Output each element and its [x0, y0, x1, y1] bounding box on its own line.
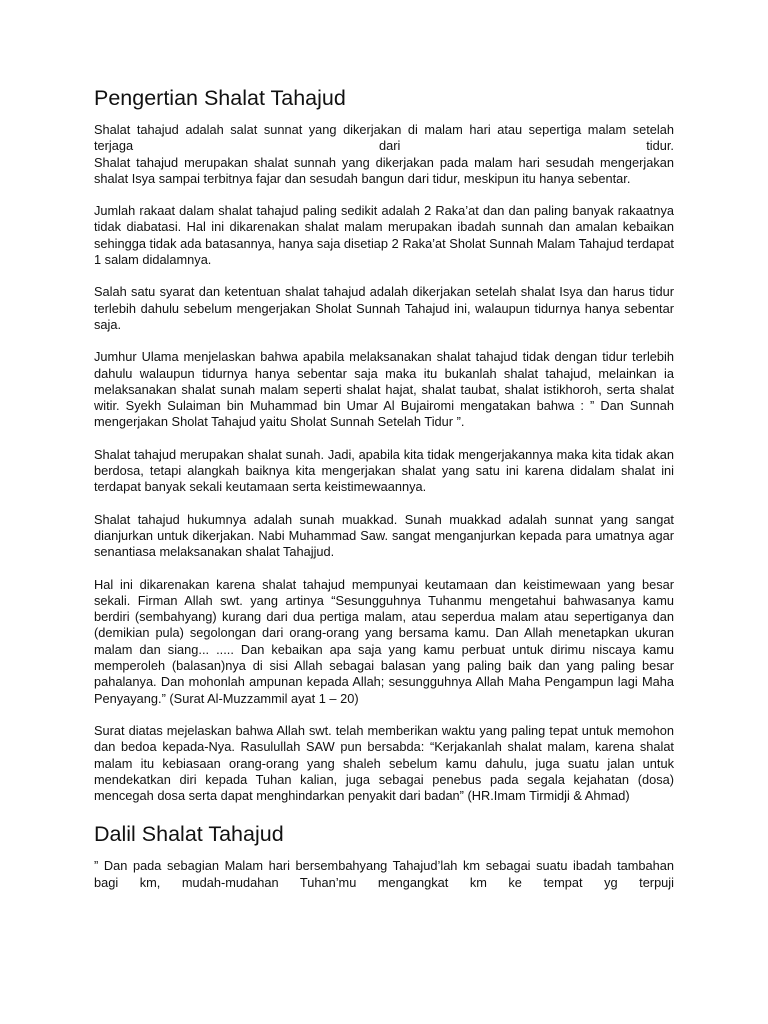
- definition-line-1: Shalat tahajud adalah salat sunnat yang dikerjakan di malam hari atau sepertiga malam setelah terjaga dari tidur.: [94, 122, 674, 154]
- section-heading-dalil: Dalil Shalat Tahajud: [94, 822, 284, 847]
- section-heading-pengertian: Pengertian Shalat Tahajud: [94, 86, 346, 110]
- paragraph-jumhur-ulama: Jumhur Ulama menjelaskan bahwa apabila melaksanakan shalat tahajud tidak dengan tidur terlebih dahulu walaupun tidurnya hanya sebentar saja maka itu bukanlah shalat tahajud, melainkan ia melaksanakan shalat sunah malam seperti shalat hajat, shalat taubat, shalat istikhoroh, serta shalat witir. Syekh Sulaiman bin Muhammad bin Umar Al Bujairomi mengatakan bahwa : ” Dan Sunnah mengerjakan Sholat Tahajud yaitu Sholat Sunnah Setelah Tidur ”.: [94, 349, 674, 430]
- definition-line-2: Shalat tahajud merupakan shalat sunnah yang dikerjakan pada malam hari sesudah mengerjakan shalat Isya sampai terbitnya fajar dan sesudah bangun dari tidur, meskipun itu hanya sebentar.: [94, 154, 674, 186]
- paragraph-hadits: Surat diatas mejelaskan bahwa Allah swt. telah memberikan waktu yang paling tepat untuk memohon dan bedoa kepada-Nya. Rasulullah SAW pun bersabda: “Kerjakanlah shalat malam, karena shalat malam itu kebiasaan orang-orang yang shaleh sebelum kamu dahulu, juga suatu jalan untuk mendekatkan diri kepada Tuhan kalian, juga sebagai penebus pada segala kejahatan (dosa) mencegah dosa serta dapat menghindarkan penyakit dari badan” (HR.Imam Tirmidji & Ahmad): [94, 722, 674, 804]
- paragraph-sunah-muakkad: Shalat tahajud hukumnya adalah sunah muakkad. Sunah muakkad adalah sunnat yang sangat dianjurkan untuk dikerjakan. Nabi Muhammad Saw. sangat menganjurkan kepada para umatnya agar senantiasa melaksanakan shalat Tahajjud.: [94, 511, 674, 560]
- paragraph-hukum-sunah: Shalat tahajud merupakan shalat sunah. Jadi, apabila kita tidak mengerjakannya maka kita tidak akan berdosa, tetapi alangkah baiknya kita mengerjakan shalat yang satu ini karena didalam shalat ini terdapat banyak sekali keutamaan serta keistimewaannya.: [94, 446, 674, 495]
- paragraph-syarat: Salah satu syarat dan ketentuan shalat tahajud adalah dikerjakan setelah shalat Isya dan harus tidur terlebih dahulu sebelum mengerjakan Sholat Sunnah Tahajud ini, walaupun tidurnya hanya sebentar saja.: [94, 284, 674, 332]
- paragraph-firman-allah: Hal ini dikarenakan karena shalat tahajud mempunyai keutamaan dan keistimewaan yang besar sekali. Firman Allah swt. yang artinya “Sesungguhnya Tuhanmu mengetahui bahwasanya kamu berdiri (sembahyang) kurang dari dua pertiga malam, atau seperdua malam atau sepertiganya dan (demikian pula) segolongan dari orang-orang yang bersama kamu. Dan Allah menetapkan ukuran malam dan siang... ..... Dan kebaikan apa saja yang kamu perbuat untuk dirimu niscaya kamu memperoleh (balasan)nya di sisi Allah sebagai balasan yang paling baik dan yang paling besar pahalanya. Dan mohonlah ampunan kepada Allah; sesungguhnya Allah Maha Pengampun lagi Maha Penyayang.” (Surat Al-Muzzammil ayat 1 – 20): [94, 576, 674, 706]
- paragraph-dalil: ” Dan pada sebagian Malam hari bersembahyang Tahajud’lah km sebagai suatu ibadah tambahan bagi km, mudah-mudahan Tuhan’mu mengangkat km ke tempat yg terpuji: [94, 858, 674, 890]
- paragraph-rakaat: Jumlah rakaat dalam shalat tahajud paling sedikit adalah 2 Raka’at dan dan paling banyak rakaatnya tidak diabatasi. Hal ini dikarenakan shalat malam merupakan ibadah sunnah dan amalan kebaikan sehingga tidak ada batasannya, hanya saja disetiap 2 Raka’at Sholat Sunnah Malam Tahajud terdapat 1 salam didalamnya.: [94, 203, 674, 268]
